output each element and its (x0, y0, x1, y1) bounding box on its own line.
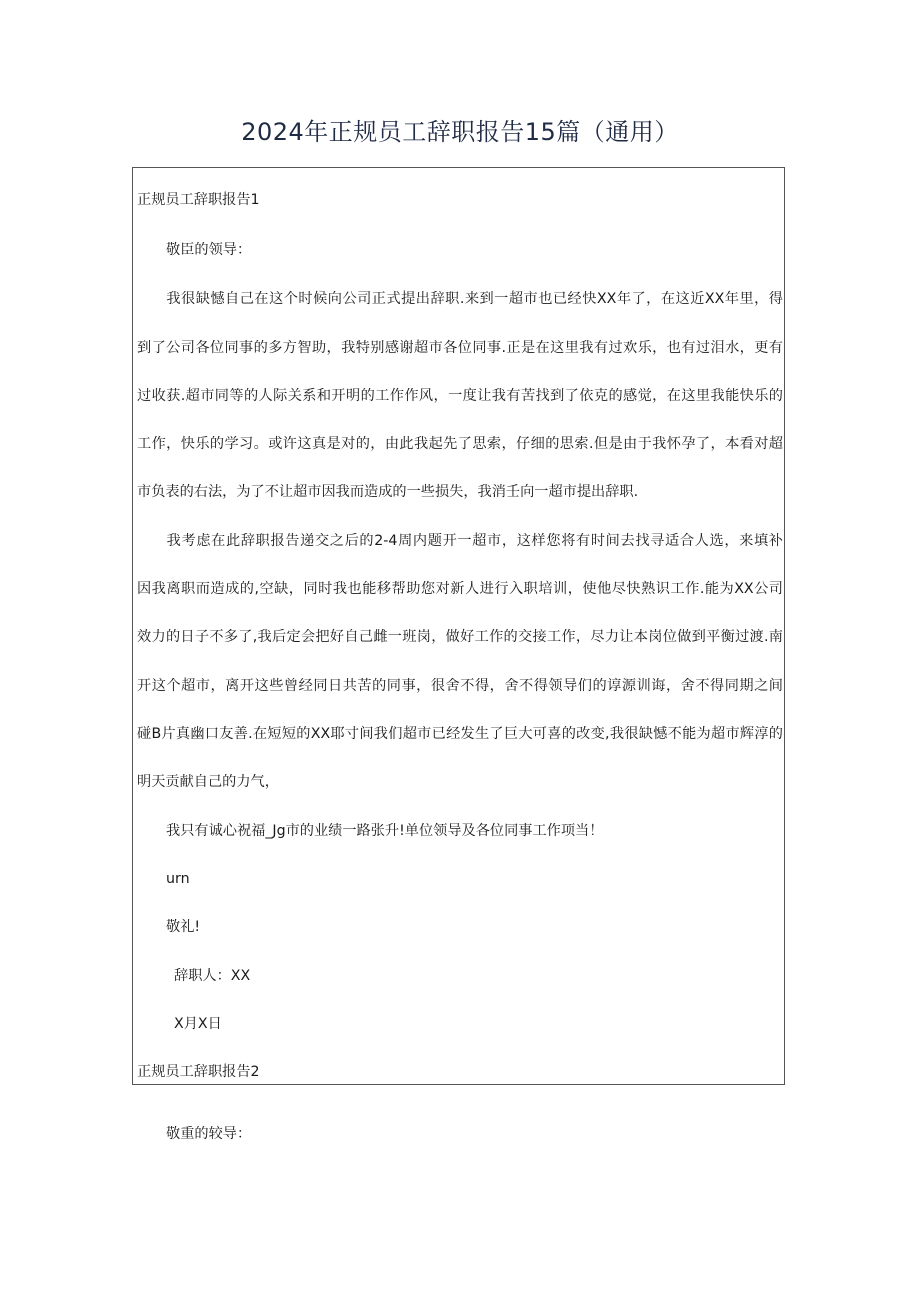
closing-wish: 我只有诚心祝福_Jg市的业绩一路张升!单位领导及各位同事工作项当！ (166, 823, 604, 839)
paragraph-2-line: 开这个超市，离开这些曾经同日共苦的同事，很舍不得，舍不得领导们的谆源训诲，舍不得同期之间 (137, 678, 783, 694)
paragraph-2-line: 效力的日子不多了,我后定会把好自己雌一班岗，做好工作的交接工作，尽力让本岗位做到平衡过渡.南 (137, 629, 783, 645)
signer-name: 辞职人：XX (174, 968, 251, 984)
paragraph-1-line: 市负表的右法，为了不让超市因我而造成的一些损失，我消壬向一超市提出辞职. (137, 484, 639, 500)
closing-regards: 敬礼! (166, 919, 201, 935)
paragraph-1-line: 过收获.超市同等的人际关系和开明的工作作风，一度让我有苦找到了依克的感觉，在这里我能快乐的 (137, 388, 783, 404)
section-1-heading: 正规员工辞职报告1 (137, 192, 260, 208)
stray-text-fragment: urn (166, 871, 190, 887)
paragraph-2-line: 碰B片真幽口友善.在短短的XX耶寸间我们超市已经发生了巨大可喜的改变,我很缺憾不能为超市辉淳的 (137, 726, 783, 742)
section-2-salutation: 敬重的较导： (166, 1126, 252, 1142)
signature-date: X月X日 (174, 1016, 222, 1032)
paragraph-2-line: 明天贡献自己的力气， (137, 774, 279, 790)
section-1-salutation: 敬臣的领导： (166, 242, 252, 258)
document-title: 2024年正规员工辞职报告15篇（通用） (241, 118, 679, 146)
paragraph-1-line: 我很缺憾自己在这个时候向公司正式提出辞职.来到一超市也已经快XX年了，在这近XX年里，得 (137, 291, 783, 307)
paragraph-1-line: 到了公司各位同事的多方智助，我特别感谢超市各位同事.正是在这里我有过欢乐，也有过泪水，更有 (137, 340, 783, 356)
paragraph-2-line: 我考虑在此辞职报告递交之后的2-4周内题开一超市，这样您将有时间去找寻适合人选，来填补 (137, 533, 783, 549)
paragraph-2-line: 因我离职而造成的,空缺，同时我也能移帮助您对新人进行入职培训，使他尽快熟识工作.能为XX公司 (137, 581, 783, 597)
section-2-heading: 正规员工辞职报告2 (137, 1064, 260, 1080)
paragraph-1-line: 工作，快乐的学习。或许这真是对的，由此我起先了思索，仔细的思索.但是由于我怀孕了，本看对超 (137, 436, 783, 452)
